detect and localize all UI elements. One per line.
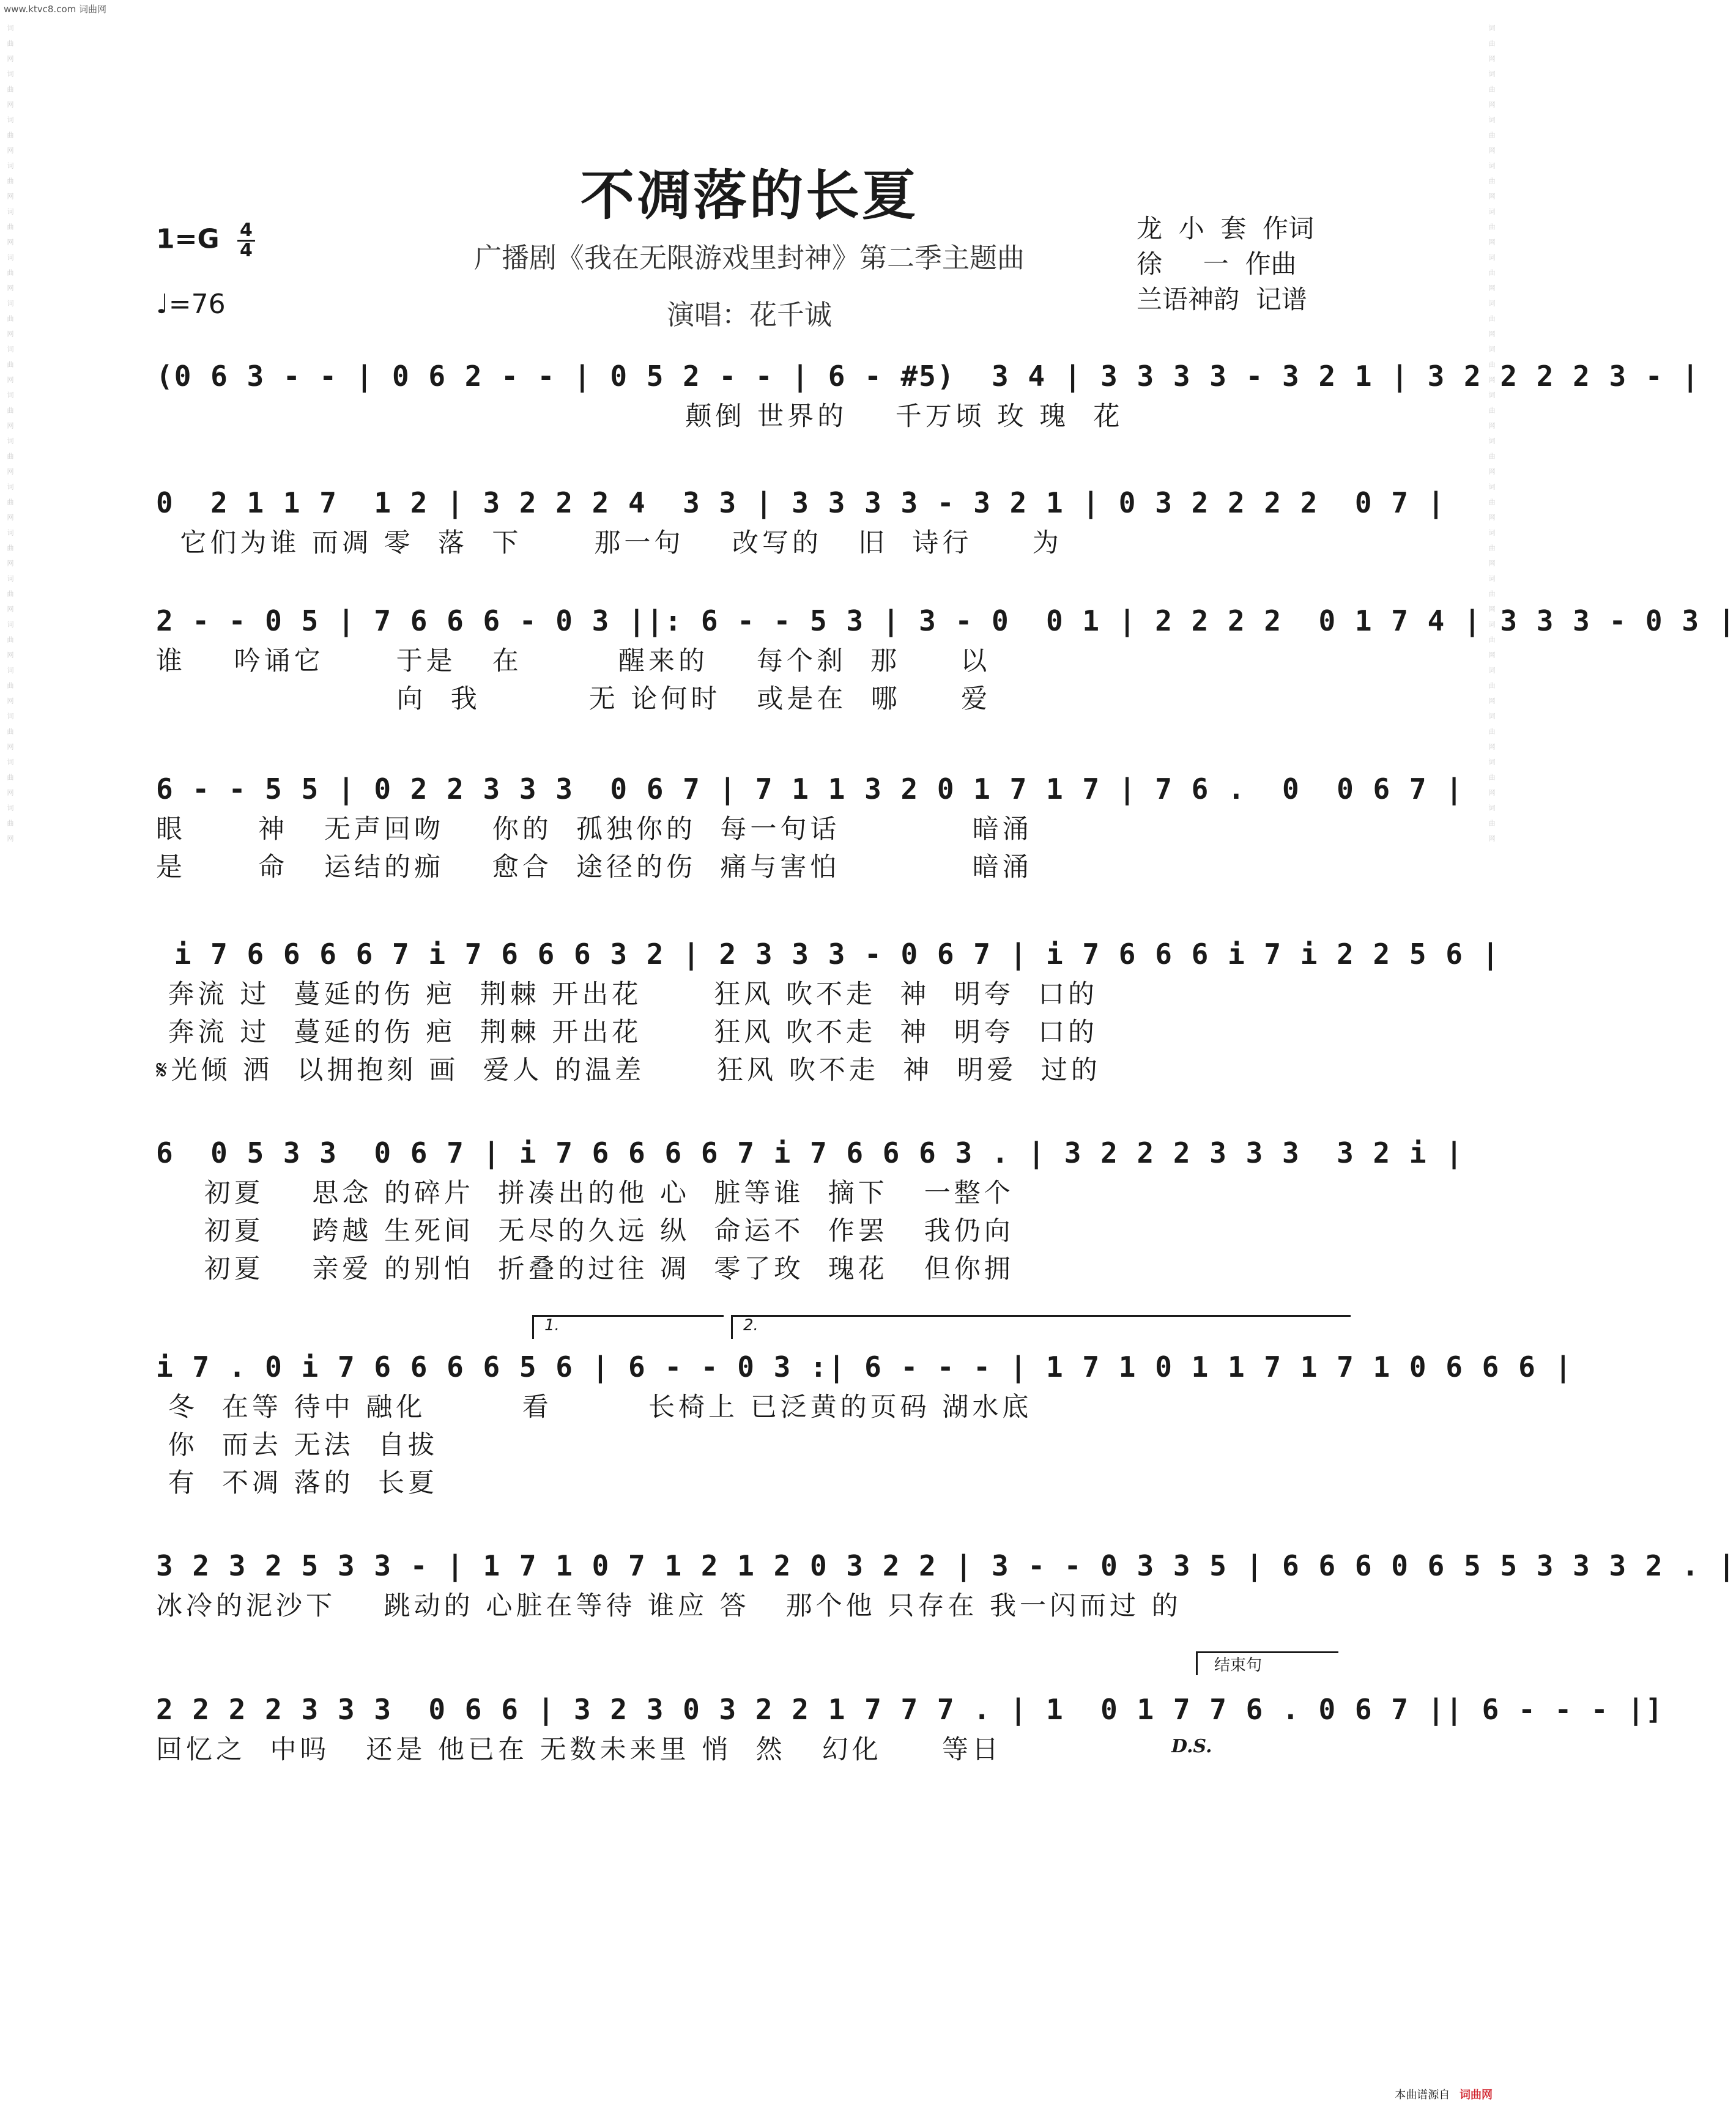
lyrics-row-5-verse-2: 奔流 过 蔓延的伤 疤 荆棘 开出花 狂风 吹不走 神 明夸 口的 (156, 1017, 1099, 1048)
lyrics-row-2-verse-1: 它们为谁 而凋 零 落 下 那一句 改写的 旧 诗行 为 (156, 528, 1063, 558)
staff-row-8 (156, 1544, 1736, 1625)
lyrics-row-3-verse-1: 谁 吟诵它 于是 在 醒来的 每个刹 那 以 (156, 646, 991, 676)
staff-row-4 (156, 768, 1464, 886)
lyrics-row-6-verse-2: 初夏 跨越 生死间 无尽的久远 纵 命运不 作罢 我仍向 (156, 1216, 1014, 1246)
notes-row-8: 3 2 3 2 5 3 3 - | 1 7 1 0 7 1 2 1 2 0 3 2 2 | 3 - - 0 3 3 5 | 6 6 6 0 6 5 5 3 3 3 2 . | (156, 1549, 1736, 1582)
notes-row-3: 2 - - 0 5 | 7 6 6 6 - 0 3 ||: 6 - - 5 3 | 3 - 0 0 1 | 2 2 2 2 0 1 7 4 | 3 3 3 - 0 3 | (156, 604, 1736, 637)
notes-row-9: 2 2 2 2 3 3 3 0 6 6 | 3 2 3 0 3 2 2 1 7 7 7 . | 1 0 1 7 7 6 . 0 6 7 || 6 - - - |] (156, 1693, 1664, 1726)
credit-lyrics: 龙 小 套 作词 (1137, 213, 1315, 243)
second-ending-label: 2. (743, 1316, 759, 1335)
first-ending-label: 1. (544, 1316, 560, 1335)
site-watermark-top: www.ktvc8.com 词曲网 (4, 4, 107, 15)
first-ending-bracket (532, 1315, 724, 1339)
lyrics-row-7-verse-3: 有 不凋 落的 长夏 (156, 1468, 439, 1498)
notes-row-7: i 7 . 0 i 7 6 6 6 6 5 6 | 6 - - 0 3 :| 6 - - - | 1 7 1 0 1 1 7 1 7 1 0 6 6 6 | (156, 1350, 1573, 1383)
lyrics-row-6-verse-3: 初夏 亲爱 的别怕 折叠的过往 凋 零了玫 瑰花 但你拥 (156, 1254, 1014, 1284)
song-subtitle: 广播剧《我在无限游戏里封神》第二季主题曲 (473, 242, 1025, 274)
staff-row-3 (156, 599, 1736, 718)
side-watermark-right: 词曲网词曲网词曲网词曲网词曲网词曲网词曲网词曲网词曲网词曲网词曲网词曲网词曲网词曲网词曲网词曲网词曲网词曲网 (1488, 24, 1496, 850)
credit-music: 徐 一 作曲 (1137, 249, 1297, 279)
lyrics-row-9-verse-1: 回忆之 中吗 还是 他已在 无数未来里 悄 然 幻化 等日 (156, 1735, 1003, 1765)
lyrics-row-7-verse-2: 你 而去 无法 自拔 (156, 1430, 439, 1461)
lyrics-row-8-verse-1: 冰冷的泥沙下 跳动的 心脏在等待 谁应 答 那个他 只存在 我一闪而过 的 (156, 1591, 1182, 1621)
footer-site: 词曲网 (1460, 2089, 1493, 2101)
staff-row-6 (156, 1131, 1464, 1288)
lyrics-row-5-verse-3: 𝄋光倾 洒 以拥抱刻 画 爱人 的温差 狂风 吹不走 神 明爱 过的 (156, 1055, 1101, 1086)
notes-row-1: (0 6 3 - - | 0 6 2 - - | 0 5 2 - - | 6 - #5) 3 4 | 3 3 3 3 - 3 2 1 | 3 2 2 2 2 3 - | (156, 360, 1701, 393)
staff-row-1 (156, 355, 1701, 435)
singer-line: 演唱：花千诚 (666, 298, 832, 331)
staff-row-7 (156, 1346, 1573, 1502)
time-numerator: 4 (237, 221, 255, 242)
lyrics-row-3-verse-2: 向 我 无 论何时 或是在 哪 爱 (156, 684, 992, 714)
coda-label: 结束句 (1214, 1656, 1263, 1675)
song-title: 不凋落的长夏 (580, 163, 918, 227)
notes-row-2: 0 2 1 1 7 1 2 | 3 2 2 2 4 3 3 | 3 3 3 3 - 3 2 1 | 0 3 2 2 2 2 0 7 | (156, 486, 1446, 519)
lyrics-row-4-verse-1: 眼 神 无声回吻 你的 孤独你的 每一句话 暗涌 (156, 814, 1033, 845)
notes-row-6: 6 0 5 3 3 0 6 7 | i 7 6 6 6 6 7 i 7 6 6 6 3 . | 3 2 2 2 3 3 3 3 2 i | (156, 1136, 1464, 1169)
staff-row-9 (156, 1688, 1664, 1769)
lyrics-row-6-verse-1: 初夏 思念 的碎片 拼凑出的他 心 脏等谁 摘下 一整个 (156, 1178, 1014, 1209)
credits-block (1137, 211, 1314, 317)
tempo-marking: ♩=76 (156, 289, 226, 320)
time-denominator: 4 (239, 240, 253, 261)
lyrics-row-5-verse-1: 奔流 过 蔓延的伤 疤 荆棘 开出花 狂风 吹不走 神 明夸 口的 (156, 979, 1099, 1010)
time-signature (237, 221, 255, 260)
lyrics-row-4-verse-2: 是 命 运结的痂 愈合 途径的伤 痛与害怕 暗涌 (156, 852, 1033, 883)
key-signature (156, 221, 255, 260)
second-ending-bracket (731, 1315, 1351, 1339)
staff-row-5 (156, 933, 1500, 1089)
side-watermark-left: 词曲网词曲网词曲网词曲网词曲网词曲网词曲网词曲网词曲网词曲网词曲网词曲网词曲网词曲网词曲网词曲网词曲网词曲网 (6, 24, 14, 850)
staff-row-2 (156, 481, 1446, 562)
credit-score: 兰语神韵 记谱 (1137, 284, 1307, 314)
notes-row-5: i 7 6 6 6 6 7 i 7 6 6 6 3 2 | 2 3 3 3 - 0 6 7 | i 7 6 6 6 i 7 i 2 2 5 6 | (156, 938, 1500, 971)
key-label: 1=G (156, 223, 220, 255)
notes-row-4: 6 - - 5 5 | 0 2 2 3 3 3 0 6 7 | 7 1 1 3 2 0 1 7 1 7 | 7 6 . 0 0 6 7 | (156, 772, 1464, 805)
dal-segno-marking: D.S. (1171, 1736, 1212, 1757)
footer-text: 本曲谱源自 (1395, 2089, 1450, 2101)
lyrics-row-7-verse-1: 冬 在等 待中 融化 看 长椅上 已泛黄的页码 湖水底 (156, 1392, 1033, 1423)
lyrics-row-1-verse-1: 颠倒 世界的 千万顷 玫 瑰 花 (156, 401, 1124, 432)
footer-credit (1395, 2086, 1493, 2102)
